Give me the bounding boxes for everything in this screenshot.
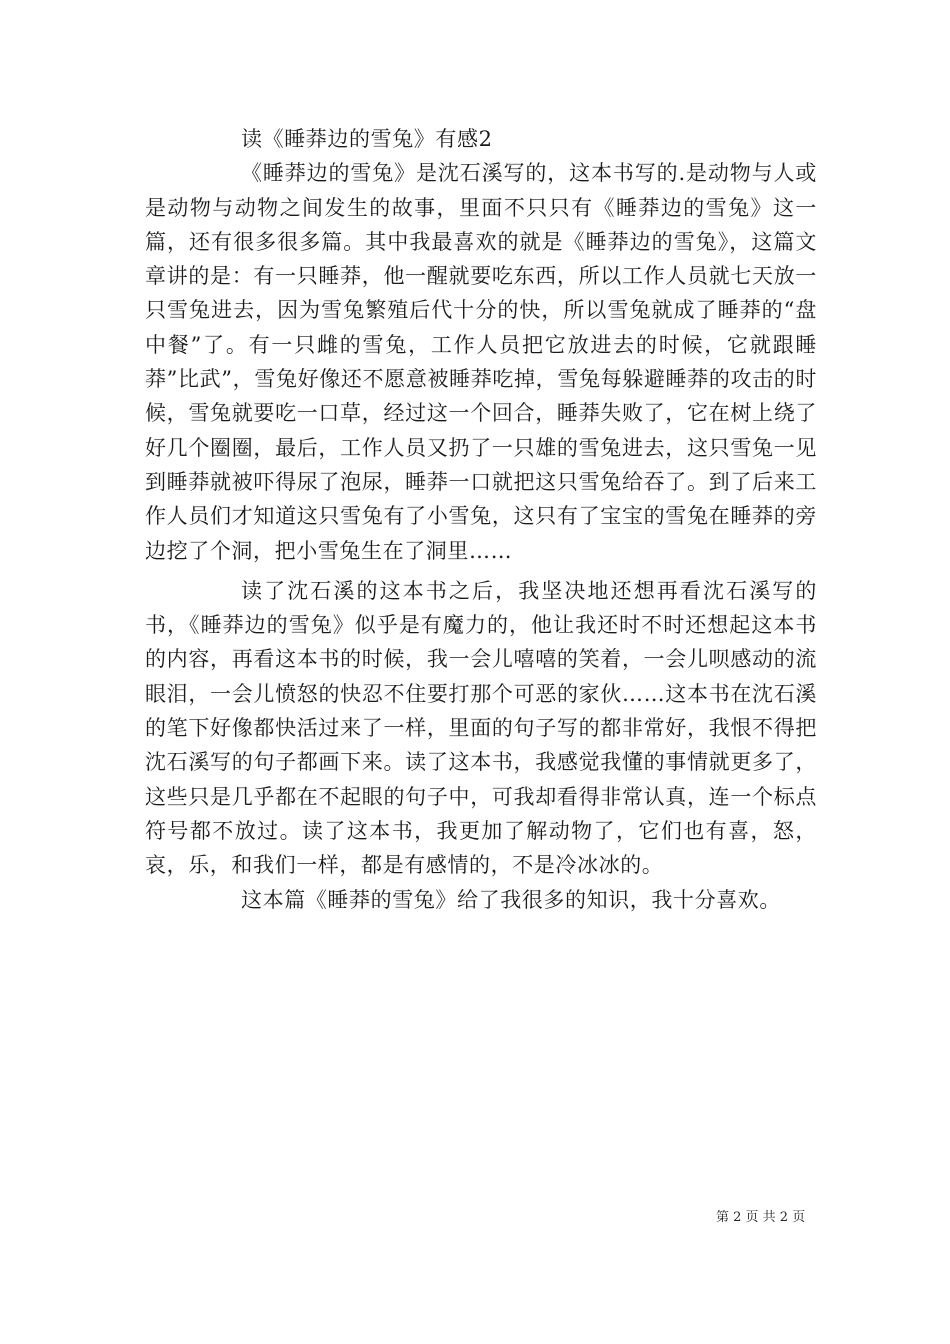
paragraph-3: 这本篇《睡莽的雪兔》给了我很多的知识，我十分喜欢。 bbox=[241, 887, 781, 912]
page-number-footer: 第 2 页 共 2 页 bbox=[716, 1210, 806, 1225]
paragraph-1: 《睡莽边的雪兔》是沈石溪写的，这本书写的.是动物与人或是动物与动物之间发生的故事，里面不只只有《睡莽边的雪兔》这一篇，还有很多很多篇。其中我最喜欢的就是《睡莽边的雪兔》，这篇文章讲的是：有一只睡莽，他一醒就要吃东西，所以工作人员就七天放一只雪兔进去，因为雪兔繁殖后代十分的快，所以雪兔就成了睡莽的“盘中餐”了。有一只雌的雪兔，工作人员把它放进去的时候，它就跟睡莽”比武”，雪兔好像还不愿意被睡莽吃掉，雪兔每躲避睡莽的攻击的时候，雪兔就要吃一口草，经过这一个回合，睡莽失败了，它在树上绕了好几个圈圈，最后，工作人员又扔了一只雄的雪兔进去，这只雪兔一见到睡莽就被吓得尿了泡尿，睡莽一口就把这只雪兔给吞了。到了后来工作人员们才知道这只雪兔有了小雪兔，这只有了宝宝的雪兔在睡莽的旁边挖了个洞，把小雪兔生在了洞里…… bbox=[145, 161, 817, 563]
paragraph-2: 读了沈石溪的这本书之后，我坚决地还想再看沈石溪写的书，《睡莽边的雪兔》似乎是有魔力的，他让我还时不时还想起这本书的内容，再看这本书的时候，我一会儿嘻嘻的笑着，一会儿呗感动的流眼泪，一会儿愤怒的快忍不住要打那个可恶的家伙……这本书在沈石溪的笔下好像都快活过来了一样，里面的句子写的都非常好，我恨不得把沈石溪写的句子都画下来。读了这本书，我感觉我懂的事情就更多了，这些只是几乎都在不起眼的句子中，可我却看得非常认真，连一个标点符号都不放过。读了这本书，我更加了解动物了，它们也有喜，怒，哀，乐，和我们一样，都是有感情的，不是冷冰冰的。 bbox=[145, 578, 817, 878]
document-title: 读《睡莽边的雪兔》有感2 bbox=[241, 127, 493, 151]
document-body bbox=[145, 122, 817, 917]
